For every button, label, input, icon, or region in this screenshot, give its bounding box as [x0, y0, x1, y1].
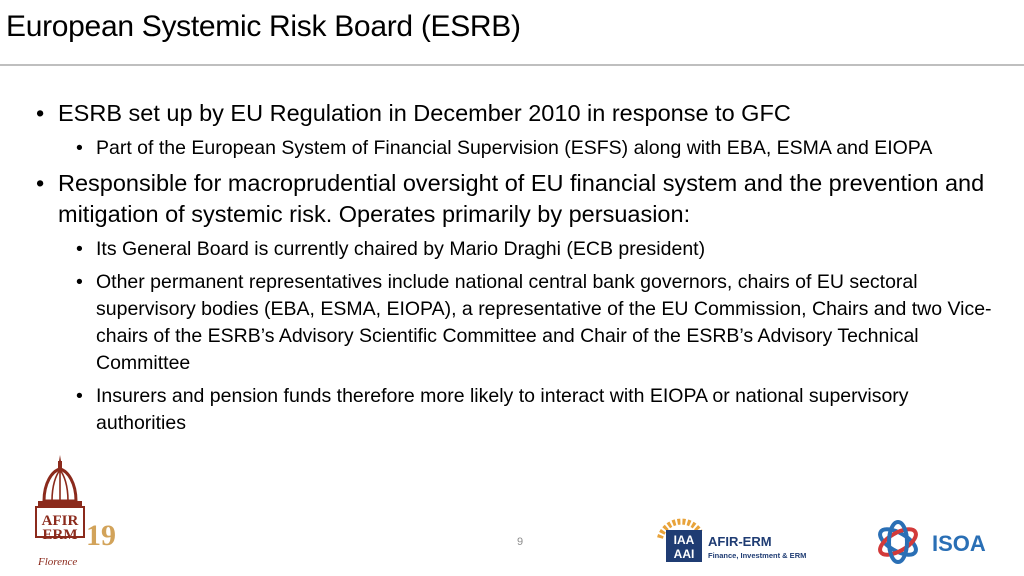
year-text: 19: [86, 519, 116, 552]
sub-bullet-item: • Insurers and pension funds therefore more likely to interact with EIOPA or national supervisory authorities: [74, 383, 996, 437]
iaa-name: AFIR-ERM: [708, 534, 772, 549]
page-number: 9: [516, 536, 524, 548]
sub-bullet-item: • Its General Board is currently chaired by Mario Draghi (ECB president): [74, 236, 996, 263]
sub-bullet-item: • Other permanent representatives include national central bank governors, chairs of EU sectoral supervisory bodies (EBA, ESMA, EIOPA), a representative of the EU Commission, Chairs and two Vice-chairs of the ESRB’s Advisory Scientific Committee and Chair of the ESRB’s Advisory Technical Committee: [74, 269, 996, 377]
afir-text: AFIR: [41, 513, 79, 529]
sub-bullet-list: [74, 236, 996, 437]
iaa-mark-bottom: AAI: [673, 547, 695, 561]
afir-erm-florence-logo: [30, 455, 126, 569]
isoa-name: ISOA: [932, 531, 986, 556]
bullet-list: [36, 98, 996, 443]
sub-bullet-list: [74, 135, 996, 162]
title-divider: [0, 64, 1024, 66]
iaa-afir-erm-logo: [656, 516, 812, 564]
sub-bullet-item: • Part of the European System of Financial Supervision (ESFS) along with EBA, ESMA and EIOPA: [74, 135, 996, 162]
bullet-item: • Responsible for macroprudential oversight of EU financial system and the prevention and mitigation of systemic risk. Operates primarily by persuasion:: [36, 168, 996, 230]
erm-text: ERM: [42, 527, 78, 543]
isoa-ring-icon: [876, 522, 920, 562]
bullet-item: • ESRB set up by EU Regulation in December 2010 in response to GFC: [36, 98, 996, 129]
iaa-tagline: Finance, Investment & ERM: [708, 551, 807, 560]
isoa-logo: [874, 518, 994, 566]
slide-title: European Systemic Risk Board (ESRB): [6, 10, 521, 43]
iaa-mark-top: IAA: [673, 533, 695, 547]
city-text: Florence: [38, 556, 78, 568]
